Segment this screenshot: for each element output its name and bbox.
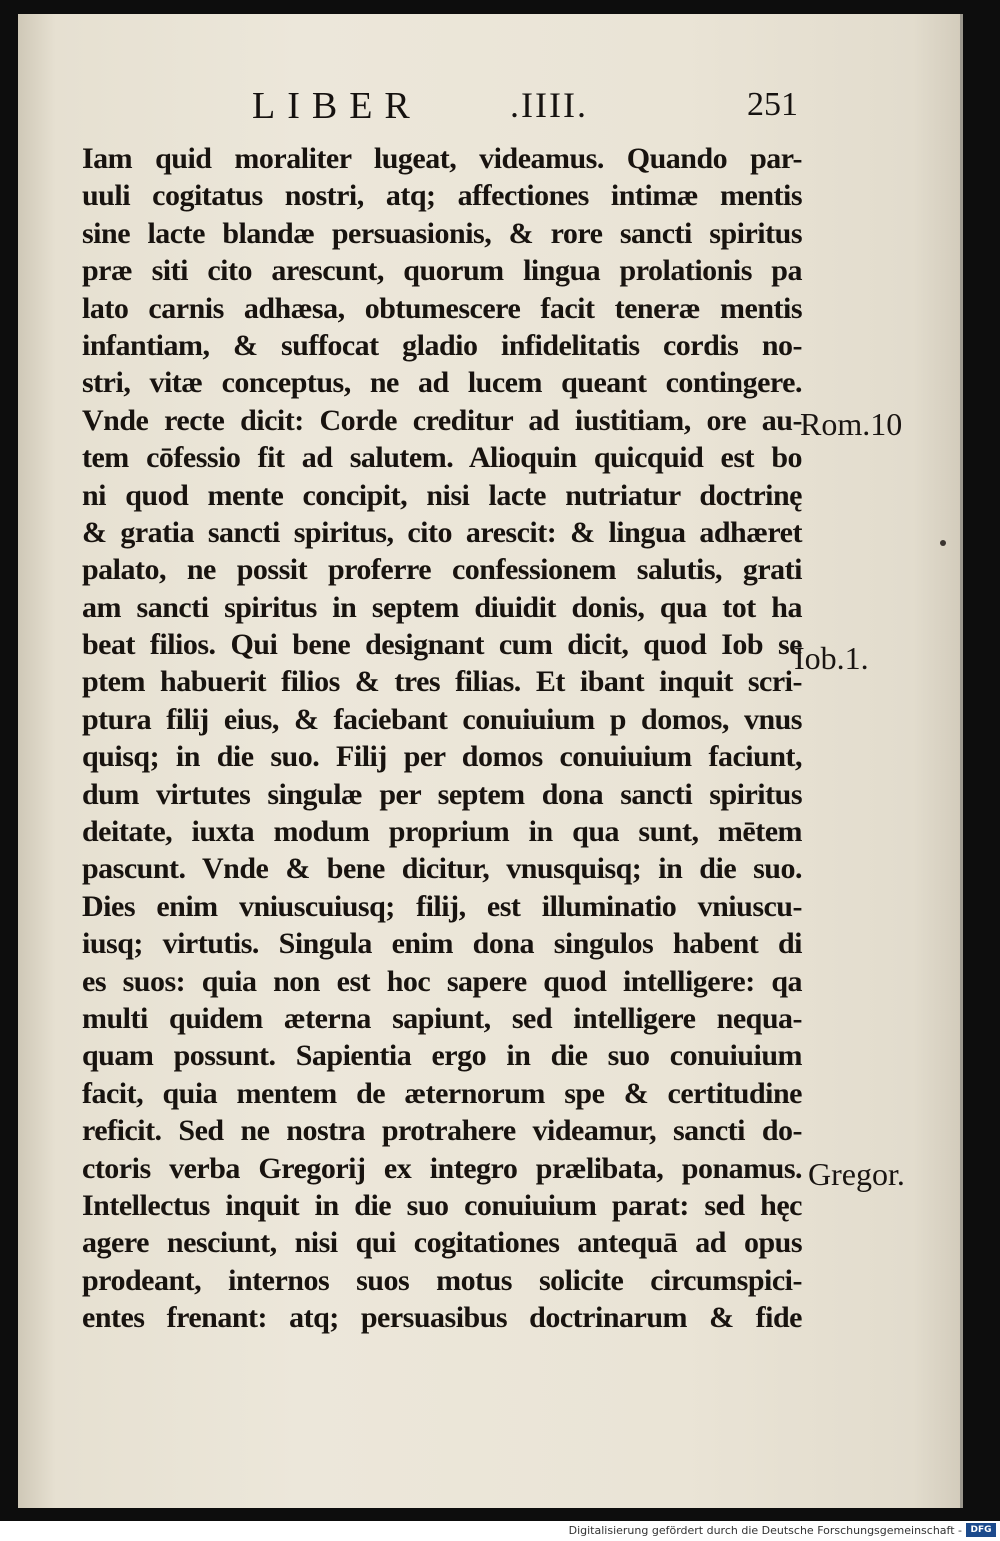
text-line: stri, vitæ conceptus, ne ad lucem queant contingere. bbox=[82, 366, 802, 400]
ink-speck bbox=[940, 540, 946, 546]
text-line: am sancti spiritus in septem diuidit donis, qua tot ha bbox=[82, 590, 802, 624]
text-line: es suos: quia non est hoc sapere quod intelligere: qa bbox=[82, 964, 802, 998]
text-line: quisq; in die suo. Filij per domos conuiuium faciunt, bbox=[82, 740, 802, 774]
text-line: multi quidem æterna sapiunt, sed intelligere nequa- bbox=[82, 1001, 802, 1035]
running-head-liber: LIBER bbox=[252, 85, 422, 127]
margin-note-rom: Rom.10 bbox=[800, 406, 903, 442]
footer-bar bbox=[0, 1521, 1000, 1541]
text-line: ni quod mente concipit, nisi lacte nutriatur doctrinę bbox=[82, 478, 802, 512]
margin-note-gregor: Gregor. bbox=[808, 1156, 905, 1192]
text-line: ptem habuerit filios & tres filias. Et ibant inquit scri- bbox=[82, 665, 802, 699]
text-line: reficit. Sed ne nostra protrahere videamur, sancti do- bbox=[82, 1114, 802, 1148]
text-line: dum virtutes singulæ per septem dona sancti spiritus bbox=[82, 777, 802, 811]
body-text bbox=[82, 140, 802, 1337]
text-line: pascunt. Vnde & bene dicitur, vnusquisq; in die suo. bbox=[82, 852, 802, 886]
text-line: uuli cogitatus nostri, atq; affectiones intimæ mentis bbox=[82, 179, 802, 213]
text-line: tem cōfessio fit ad salutem. Alioquin quicquid est bo bbox=[82, 441, 802, 475]
text-line: facit, quia mentem de æternorum spe & certitudine bbox=[82, 1076, 802, 1110]
text-line: Dies enim vniuscuiusq; filij, est illuminatio vniuscu- bbox=[82, 889, 802, 923]
text-line: Vnde recte dicit: Corde creditur ad iustitiam, ore au- bbox=[82, 403, 802, 437]
text-line: infantiam, & suffocat gladio infidelitatis cordis no- bbox=[82, 328, 802, 362]
footer-credit: Digitalisierung gefördert durch die Deutsche Forschungsgemeinschaft - bbox=[568, 1524, 962, 1537]
running-head bbox=[82, 84, 802, 134]
text-line: lato carnis adhæsa, obtumescere facit teneræ mentis bbox=[82, 291, 802, 325]
text-line: sine lacte blandæ persuasionis, & rore sancti spiritus bbox=[82, 216, 802, 250]
text-line: iusq; virtutis. Singula enim dona singulos habent di bbox=[82, 927, 802, 961]
text-line: deitate, iuxta modum proprium in qua sunt, mētem bbox=[82, 815, 802, 849]
text-line: ptura filij eius, & faciebant conuiuium p domos, vnus bbox=[82, 702, 802, 736]
text-line: Iam quid moraliter lugeat, videamus. Quando par- bbox=[82, 142, 802, 175]
text-line: quam possunt. Sapientia ergo in die suo conuiuium bbox=[82, 1039, 802, 1073]
text-line: & gratia sancti spiritus, cito arescit: & lingua adhæret bbox=[82, 515, 802, 549]
dfg-logo: DFG bbox=[966, 1523, 996, 1537]
text-line: ctoris verba Gregorij ex integro prælibata, ponamus. bbox=[82, 1151, 802, 1185]
text-line: prodeant, internos suos motus solicite circumspici- bbox=[82, 1263, 802, 1297]
text-line: palato, ne possit proferre confessionem salutis, grati bbox=[82, 553, 802, 587]
folio-number: 251 bbox=[747, 86, 798, 123]
running-head-book-number: .IIII. bbox=[510, 85, 588, 125]
text-line: beat filios. Qui bene designant cum dicit, quod Iob se bbox=[82, 628, 802, 662]
text-line: Intellectus inquit in die suo conuiuium parat: sed hęc bbox=[82, 1188, 802, 1222]
book-page bbox=[18, 14, 963, 1508]
text-line: præ siti cito arescunt, quorum lingua prolationis pa bbox=[82, 254, 802, 288]
text-line: agere nesciunt, nisi qui cogitationes antequā ad opus bbox=[82, 1226, 802, 1260]
margin-note-iob: Iob.1. bbox=[794, 640, 869, 676]
text-line: entes frenant: atq; persuasibus doctrinarum & fide bbox=[82, 1301, 802, 1335]
